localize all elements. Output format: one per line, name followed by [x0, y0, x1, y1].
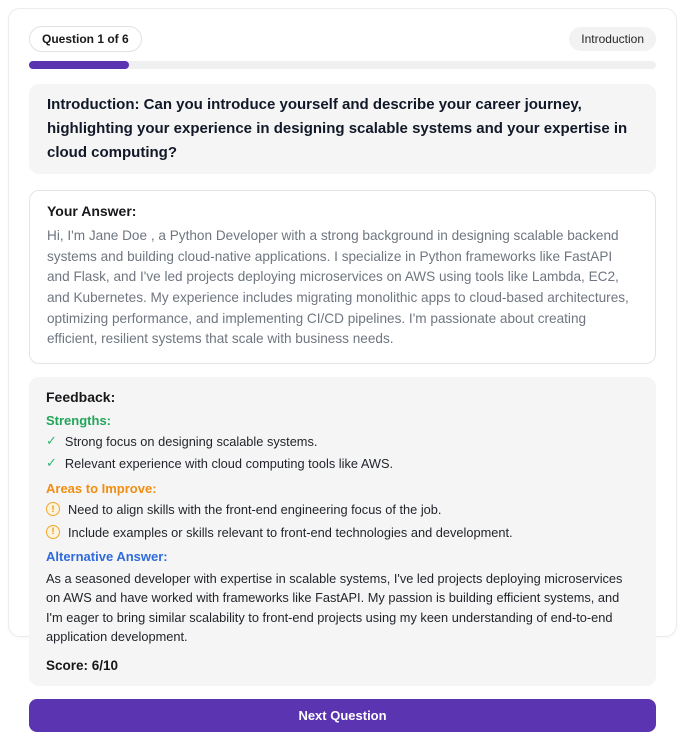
answer-section: [29, 190, 656, 364]
strengths-heading: Strengths:: [46, 412, 111, 428]
progress-bar: [29, 61, 656, 69]
improvement-item-text: Need to align skills with the front-end engineering focus of the job.: [68, 502, 442, 518]
check-icon: ✓: [46, 455, 57, 471]
next-question-button[interactable]: Next Question: [29, 699, 656, 732]
progress-fill: [29, 61, 129, 69]
improvement-item: [46, 524, 639, 543]
alternative-answer-heading: Alternative Answer:: [46, 549, 168, 565]
improvement-item-text: Include examples or skills relevant to front-end technologies and development.: [68, 524, 513, 540]
strength-item: [46, 433, 639, 452]
question-text: Introduction: Can you introduce yourself and describe your career journey, highlighting your experience in designing scalable systems and your expertise in cloud computing?: [29, 84, 656, 174]
feedback-heading: Feedback:: [46, 388, 116, 405]
answer-text: Hi, I'm Jane Doe , a Python Developer with a strong background in designing scalable backend systems and building cloud-native applications. I specialize in Python frameworks like FastAPI and Flask, and I've led projects deploying microservices on AWS using tools like Lambda, EC2, and Kubernetes. My experience includes migrating monolithic apps to cloud-based architectures, optimizing performance, and implementing CI/CD pipelines. I'm passionate about creating efficient, resilient systems that scale with business needs.: [47, 228, 629, 347]
alert-circle-icon: !: [46, 525, 60, 539]
category-badge: Introduction: [569, 27, 656, 51]
alternative-answer-text: As a seasoned developer with expertise in scalable systems, I've led projects deploying microservices on AWS and have worked with frameworks like FastAPI. My passion is building efficient systems, and I'm eager to bring similar scalability to front-end projects using my keen understanding of end-to-end application development.: [46, 571, 623, 644]
check-icon: ✓: [46, 432, 57, 448]
strength-item-text: Strong focus on designing scalable systems.: [64, 433, 318, 449]
score-text: Score: 6/10: [46, 657, 119, 673]
answer-heading: Your Answer:: [47, 203, 137, 219]
question-count-badge: Question 1 of 6: [29, 26, 142, 52]
alert-circle-icon: !: [46, 502, 60, 516]
strength-item-text: Relevant experience with cloud computing tools like AWS.: [64, 456, 394, 472]
header-row: [29, 26, 656, 52]
feedback-section: [29, 377, 656, 686]
interview-card: [8, 8, 677, 723]
strength-item: [46, 455, 639, 474]
improvements-heading: Areas to Improve:: [46, 481, 157, 497]
improvement-item: [46, 501, 639, 520]
